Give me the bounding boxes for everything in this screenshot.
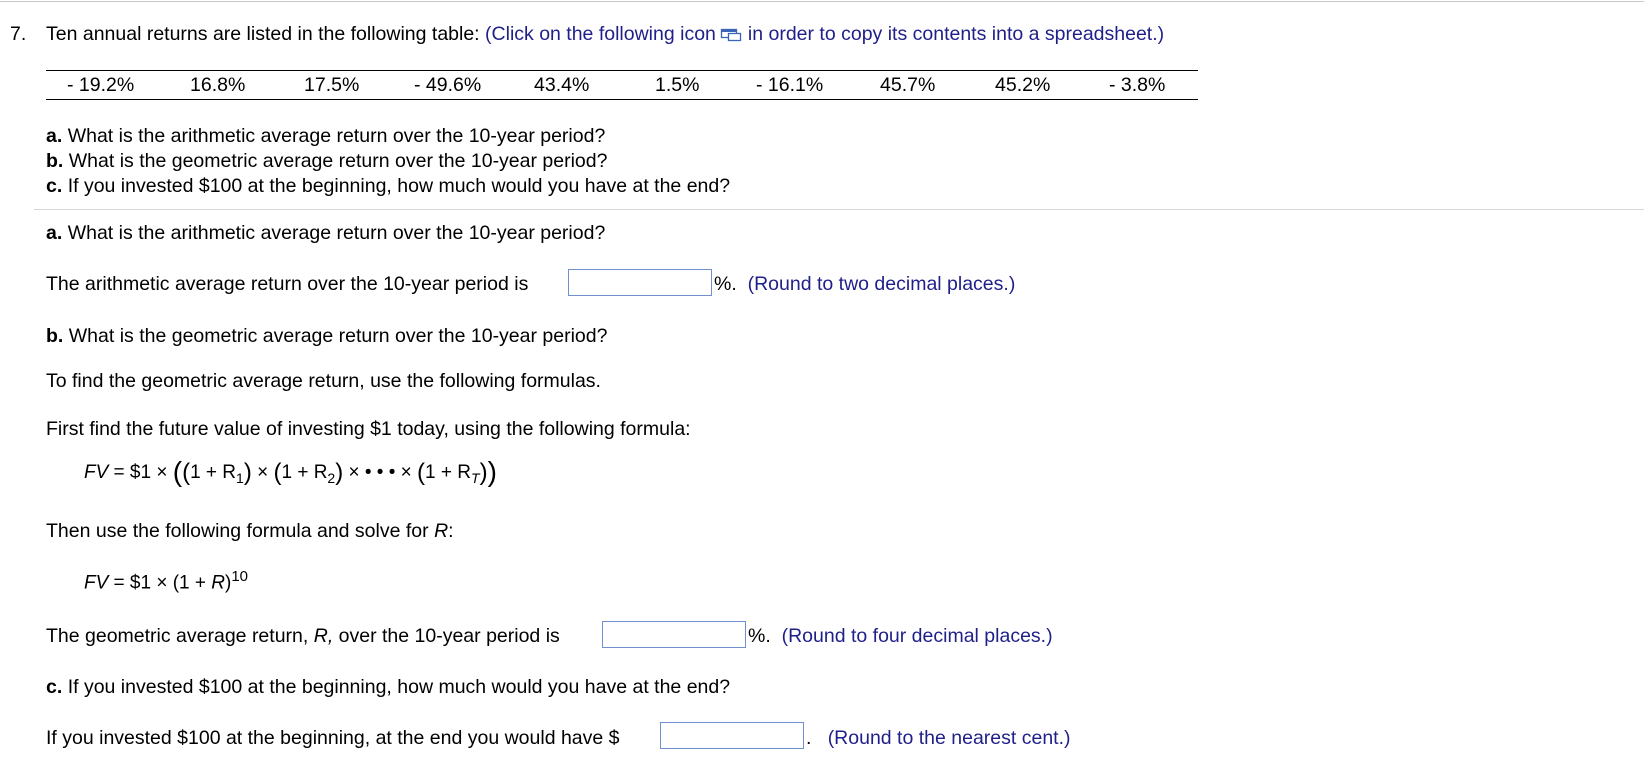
part-b-answer-suffix: %. (Round to four decimal places.): [748, 625, 1053, 647]
part-c-heading: c. If you invested $100 at the beginning, how much would you have at the end?: [46, 676, 731, 698]
question-list-a: a. What is the arithmetic average return over the 10-year period?: [46, 125, 606, 147]
arithmetic-average-input[interactable]: [568, 269, 712, 296]
part-b-heading: b. What is the geometric average return over the 10-year period?: [46, 325, 608, 347]
question-list-b: b. What is the geometric average return over the 10-year period?: [46, 150, 608, 172]
question-list-c: c. If you invested $100 at the beginning, how much would you have at the end?: [46, 175, 731, 197]
return-cell: - 19.2%: [67, 74, 135, 96]
return-cell: 17.5%: [304, 74, 360, 96]
formula-term-3: $1 + R_T$: [425, 462, 480, 486]
return-cell: 16.8%: [190, 74, 246, 96]
top-divider: [0, 1, 1644, 2]
future-value-formula: FV = $1 × ($(1 + R_1) \times (1 + R_2)$ × • • • × $(1 + R_T)$): [84, 456, 497, 487]
part-a-heading: a. What is the arithmetic average return over the 10-year period?: [46, 222, 606, 244]
return-cell: 1.5%: [655, 74, 700, 96]
geometric-formula: FV = $1 × $(1 + R)^{10}$: [84, 568, 249, 594]
geometric-average-input[interactable]: [602, 621, 746, 648]
part-b-intro: To find the geometric average return, use the following formulas.: [46, 370, 601, 392]
return-cell: - 3.8%: [1109, 74, 1166, 96]
part-a-answer-prefix: The arithmetic average return over the 10-year period is: [46, 273, 529, 295]
part-b-hint: (Round to four decimal places.): [781, 625, 1053, 647]
section-divider: [34, 209, 1644, 210]
part-b-step1: First find the future value of investing $1 today, using the following formula:: [46, 418, 691, 440]
question-number: 7.: [10, 23, 27, 45]
returns-table: [46, 70, 1198, 100]
return-cell: 45.7%: [880, 74, 936, 96]
exponent: 10: [231, 568, 249, 585]
part-c-hint: (Round to the nearest cent.): [827, 727, 1071, 749]
copy-to-spreadsheet-icon[interactable]: [720, 26, 742, 42]
prompt-link-after: in order to copy its contents into a spreadsheet.): [747, 23, 1165, 45]
part-b-step2: Then use the following formula and solve for R:: [46, 520, 454, 542]
return-cell: 43.4%: [534, 74, 590, 96]
return-cell: - 49.6%: [414, 74, 482, 96]
part-a-hint: (Round to two decimal places.): [747, 273, 1016, 295]
prompt-text: Ten annual returns are listed in the following table:: [46, 23, 480, 45]
formula-term-2: $1 + R_2$: [281, 462, 336, 486]
prompt-link-before: (Click on the following icon: [485, 23, 716, 45]
return-cell: - 16.1%: [756, 74, 824, 96]
part-b-answer-prefix: The geometric average return, R, over the 10-year period is: [46, 625, 560, 647]
part-c-answer-prefix: If you invested $100 at the beginning, at the end you would have $: [46, 727, 620, 749]
formula-term-1: $1 + R_1$: [190, 462, 244, 486]
return-cell: 45.2%: [995, 74, 1051, 96]
part-a-answer-suffix: %. (Round to two decimal places.): [714, 273, 1016, 295]
part-c-answer-suffix: . (Round to the nearest cent.): [806, 727, 1071, 749]
question-prompt: [46, 23, 1164, 46]
future-value-input[interactable]: [660, 722, 804, 749]
